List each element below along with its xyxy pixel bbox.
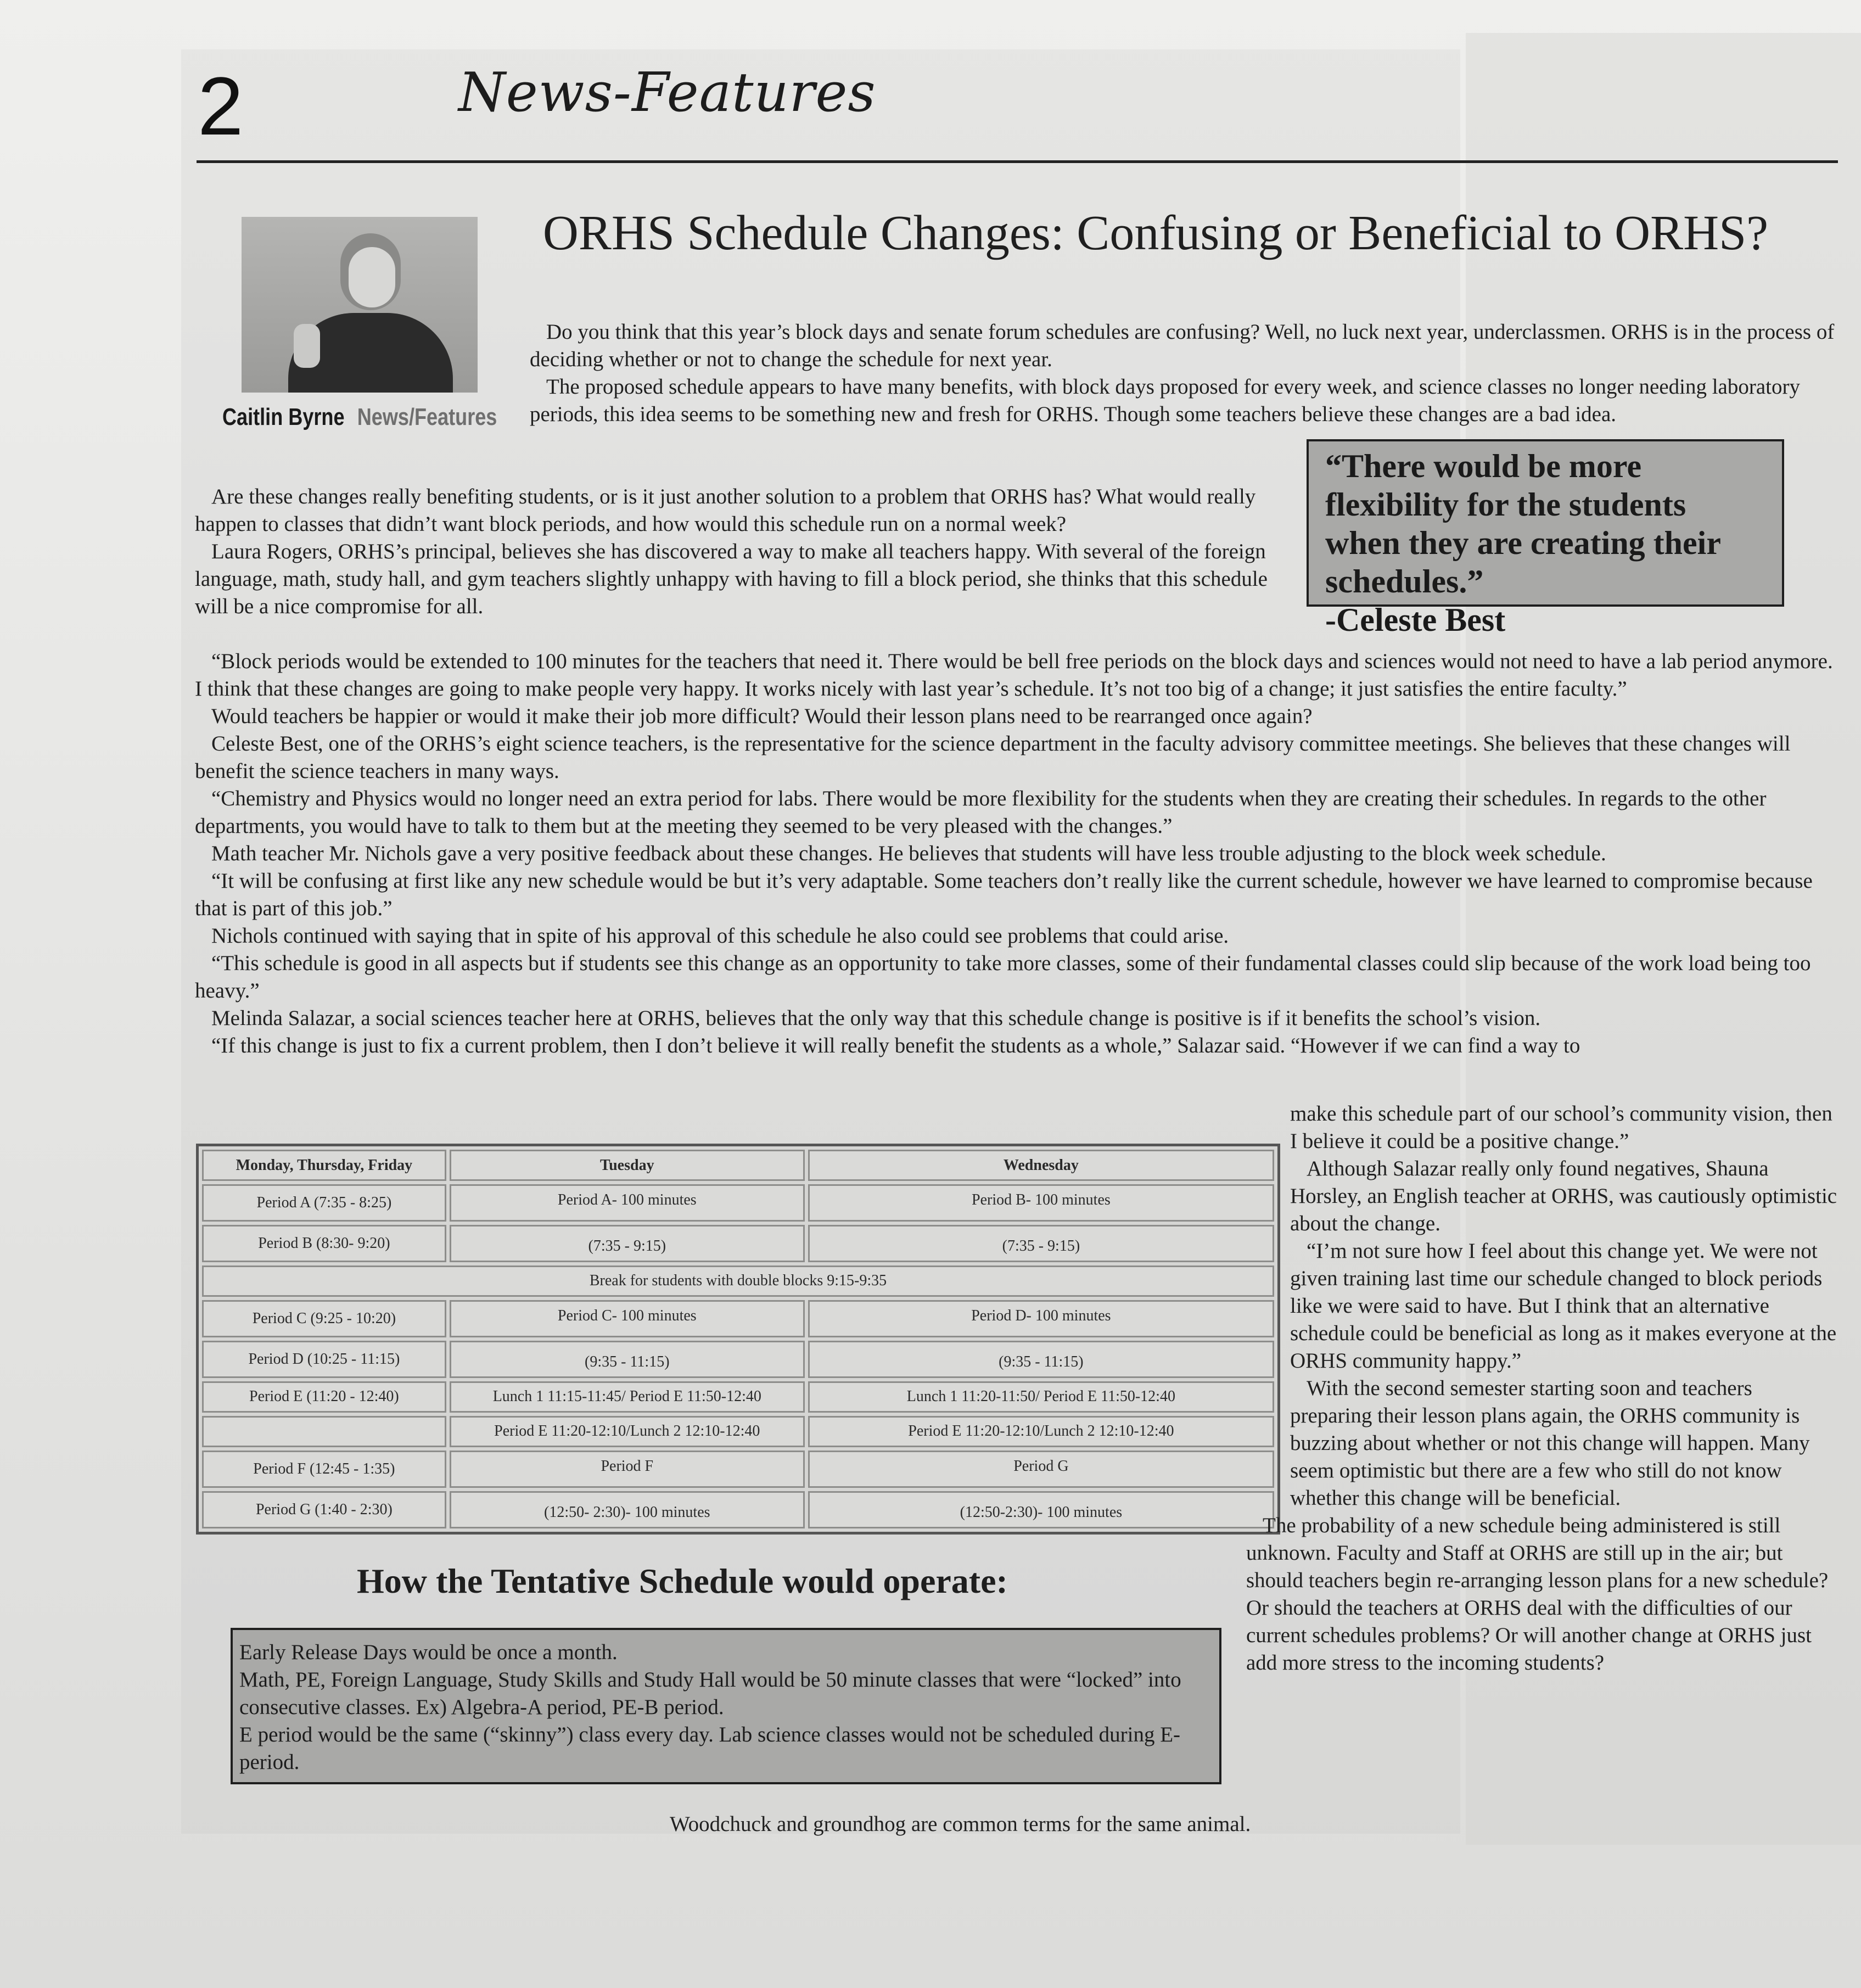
tentative-schedule-title: How the Tentative Schedule would operate: [357, 1561, 1008, 1600]
mtf-empty-cell [202, 1416, 446, 1447]
header-mtf: Monday, Thursday, Friday [202, 1150, 446, 1181]
mtf-period-c: Period C (9:25 - 10:20) [202, 1300, 446, 1337]
header-tuesday: Tuesday [450, 1150, 805, 1181]
mtf-period-g: Period G (1:40 - 2:30) [202, 1491, 446, 1528]
paragraph-1: Do you think that this year’s block days and senate forum schedules are confusing? Well, no luck next year, underclassmen. ORHS is in the process of deciding whether or not to change the schedule for next year. [530, 320, 1835, 371]
tuesday-lunch2: Period E 11:20-12:10/Lunch 2 12:10-12:40 [450, 1416, 805, 1447]
byline-department: News/Features [357, 404, 497, 430]
wednesday-block3-time: (12:50-2:30)- 100 minutes [808, 1491, 1274, 1528]
tentative-schedule-box [231, 1628, 1221, 1784]
tuesday-block1-time: (7:35 - 9:15) [450, 1225, 805, 1262]
paragraph-12: “This schedule is good in all aspects but if students see this change as an opportunity to take more classes, some of their fundamental classes could slip because of the work load being too heavy.” [195, 951, 1811, 1003]
article-headline: ORHS Schedule Changes: Confusing or Beneficial to ORHS? [542, 206, 1769, 260]
mtf-period-d: Period D (10:25 - 11:15) [202, 1341, 446, 1378]
tentative-line: Early Release Days would be once a month. [239, 1640, 618, 1664]
section-label: News-Features [458, 61, 876, 124]
wednesday-block1-time: (7:35 - 9:15) [808, 1225, 1274, 1262]
schedule-table [196, 1144, 1280, 1535]
right-paragraph-2: Although Salazar really only found negatives, Shauna Horsley, an English teacher at ORHS, was cautiously optimistic about the change. [1290, 1157, 1837, 1235]
paragraph-9: Math teacher Mr. Nichols gave a very positive feedback about these changes. He believes that students will have less trouble adjusting to the block week schedule. [211, 842, 1606, 865]
article-body-full [195, 648, 1836, 1060]
tuesday-block1-title: Period A- 100 minutes [450, 1184, 805, 1222]
tentative-line: Math, PE, Foreign Language, Study Skills and Study Hall would be 50 minute classes that were “locked” into consecutive classes. Ex) Algebra-A period, PE-B period. [239, 1668, 1181, 1719]
mtf-period-a: Period A (7:35 - 8:25) [202, 1184, 446, 1222]
footer-fact: Woodchuck and groundhog are common terms for the same animal. [670, 1812, 1251, 1836]
tuesday-block3-title: Period F [450, 1451, 805, 1488]
tuesday-lunch1: Lunch 1 11:15-11:45/ Period E 11:50-12:40 [450, 1381, 805, 1413]
paragraph-14: “If this change is just to fix a current problem, then I don’t believe it will really benefit the students as a whole,” Salazar said. “However if we can find a way to [211, 1034, 1580, 1057]
paragraph-3: Are these changes really benefiting students, or is it just another solution to a problem that ORHS has? What would really happen to classes that didn’t want block periods, and how would this schedule run on a normal week? [195, 485, 1256, 536]
paragraph-2: The proposed schedule appears to have many benefits, with block days proposed for every week, and science classes no longer needing laboratory periods, this idea seems to be something new and fresh for ORHS. Though some teachers believe these changes are a bad idea. [530, 375, 1800, 426]
right-paragraph-4: With the second semester starting soon and teachers preparing their lesson plans again, the ORHS community is buzzing about whether or not this change will happen. Many seem optimistic but there are a few who still do not know whether this change will be beneficial. [1290, 1376, 1810, 1510]
article-body-left [195, 483, 1282, 620]
mtf-period-f: Period F (12:45 - 1:35) [202, 1451, 446, 1488]
article-body [195, 318, 1836, 428]
pull-quote [1307, 439, 1784, 638]
pull-quote-attribution: -Celeste Best [1325, 602, 1506, 638]
wednesday-block2-time: (9:35 - 11:15) [808, 1341, 1274, 1378]
paragraph-8: “Chemistry and Physics would no longer need an extra period for labs. There would be more flexibility for the students when they are creating their schedules. In regards to the other departments, you would have to talk to them but at the meeting they seemed to be very pleased with the changes.” [195, 787, 1767, 838]
page-number: 2 [198, 60, 244, 152]
wednesday-block3-title: Period G [808, 1451, 1274, 1488]
mtf-period-b: Period B (8:30- 9:20) [202, 1225, 446, 1262]
paragraph-6: Would teachers be happier or would it make their job more difficult? Would their lesson plans need to be rearranged once again? [211, 704, 1313, 728]
right-paragraph-1: make this schedule part of our school’s community vision, then I believe it could be a positive change.” [1290, 1102, 1832, 1153]
paragraph-13: Melinda Salazar, a social sciences teacher here at ORHS, believes that the only way that this schedule change is positive is if it benefits the school’s vision. [211, 1006, 1541, 1030]
pull-quote-text: “There would be more flexibility for the students when they are creating their schedules.” [1325, 448, 1720, 600]
wednesday-block2-title: Period D- 100 minutes [808, 1300, 1274, 1337]
paragraph-11: Nichols continued with saying that in spite of his approval of this schedule he also could see problems that could arise. [211, 924, 1229, 948]
wednesday-lunch1: Lunch 1 11:20-11:50/ Period E 11:50-12:40 [808, 1381, 1274, 1413]
right-paragraph-3: “I’m not sure how I feel about this change yet. We were not given training last time our schedule changed to block periods like we were said to have. But I think that an alternative schedule could be beneficial as long as it makes everyone at the ORHS community happy.” [1290, 1239, 1837, 1373]
mtf-period-e: Period E (11:20 - 12:40) [202, 1381, 446, 1413]
tuesday-block2-time: (9:35 - 11:15) [450, 1341, 805, 1378]
photo-face [349, 247, 395, 307]
tentative-line: E period would be the same (“skinny”) class every day. Lab science classes would not be scheduled during E-period. [239, 1723, 1181, 1774]
wednesday-block1-title: Period B- 100 minutes [808, 1184, 1274, 1222]
tuesday-block3-time: (12:50- 2:30)- 100 minutes [450, 1491, 805, 1528]
paragraph-10: “It will be confusing at first like any new schedule would be but it’s very adaptable. Some teachers don’t really like the current schedule, however we have learned to compromise because that is part of this job.” [195, 869, 1813, 920]
paragraph-5: “Block periods would be extended to 100 minutes for the teachers that need it. There would be bell free periods on the block days and sciences would not need to have a lab period anymore. I think that these changes are going to make people very happy. It works nicely with last year’s schedule. It’s not too big of a change; it just satisfies the entire faculty.” [195, 649, 1833, 701]
right-paragraph-5: The probability of a new schedule being administered is still unknown. Faculty and Staff at ORHS are still up in the air; but should teachers begin re-arranging lesson plans for a new schedule? Or should the teachers at ORHS deal with the difficulties of our current schedules problems? Or will another change at ORHS just add more stress to the incoming students? [1246, 1514, 1829, 1675]
paragraph-4: Laura Rogers, ORHS’s principal, believes she has discovered a way to make all teachers happy. With several of the foreign language, math, study hall, and gym teachers slightly unhappy with having to fill a block period, she thinks that this schedule will be a nice compromise for all. [195, 540, 1268, 618]
header-wednesday: Wednesday [808, 1150, 1274, 1181]
paragraph-7: Celeste Best, one of the ORHS’s eight science teachers, is the representative for the science department in the faculty advisory committee meetings. She believes that these changes will benefit the science teachers in many ways. [195, 732, 1791, 783]
break-row: Break for students with double blocks 9:15-9:35 [202, 1265, 1274, 1297]
byline-name: Caitlin Byrne [222, 404, 345, 430]
article-right-column [1246, 1100, 1839, 1677]
wednesday-lunch2: Period E 11:20-12:10/Lunch 2 12:10-12:40 [808, 1416, 1274, 1447]
header-rule [197, 160, 1838, 163]
tuesday-block2-title: Period C- 100 minutes [450, 1300, 805, 1337]
